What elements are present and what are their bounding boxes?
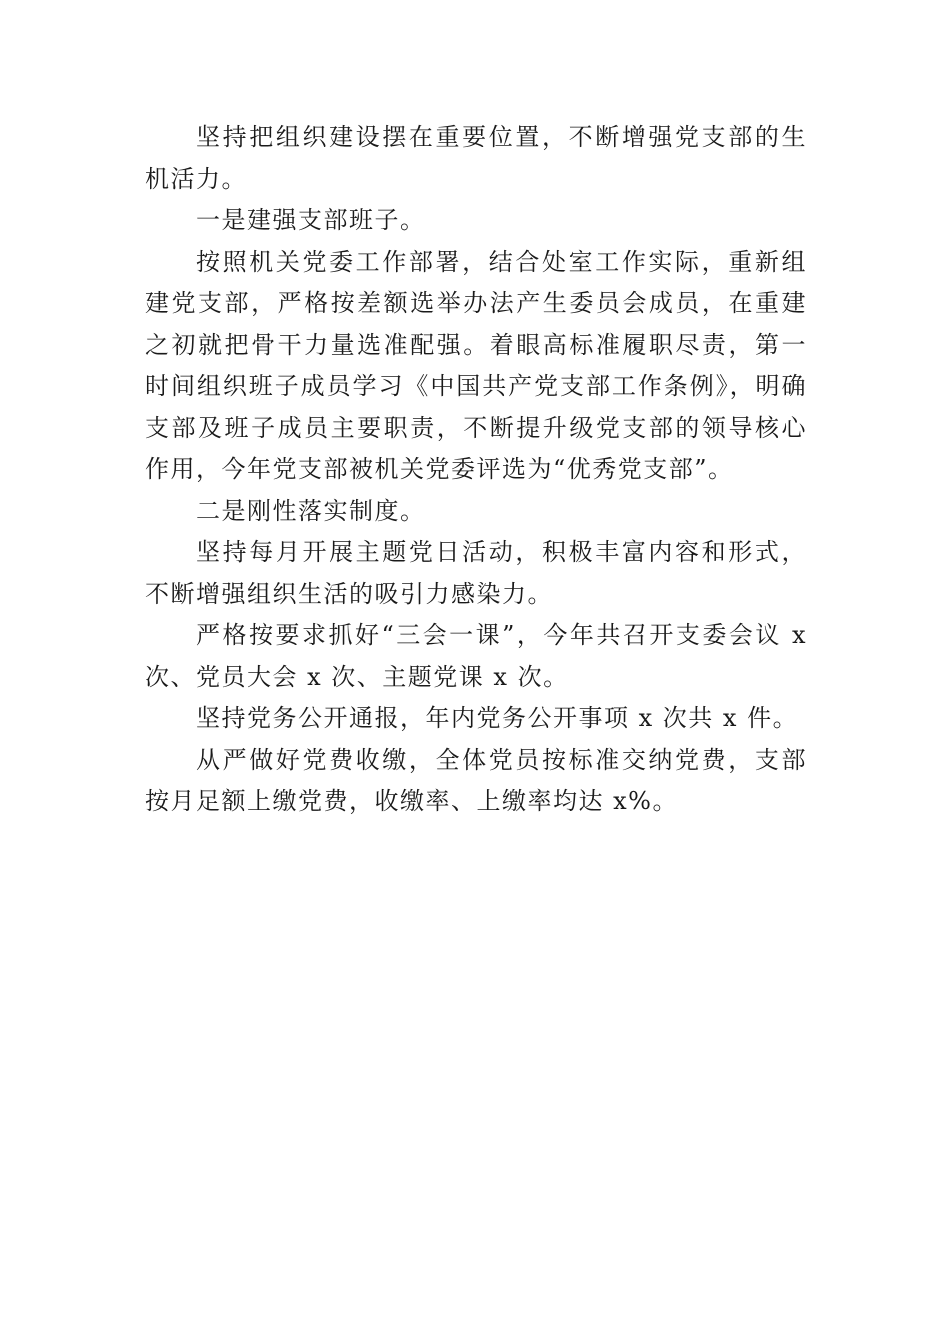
paragraph-party-fees: 从严做好党费收缴，全体党员按标准交纳党费，支部按月足额上缴党费，收缴率、上缴率均达 x%。 [145, 745, 807, 815]
paragraph-org-building: 坚持把组织建设摆在重要位置，不断增强党支部的生机活力。 [145, 123, 807, 193]
document-body [145, 117, 807, 823]
paragraph-branch-committee: 按照机关党委工作部署，结合处室工作实际，重新组建党支部，严格按差额选举办法产生委员会成员，在重建之初就把骨干力量选准配强。着眼高标准履职尽责，第一时间组织班子成员学习《中国共产党支部工作条例》，明确支部及班子成员主要职责，不断提升级党支部的领导核心作用，今年党支部被机关党委评选为“优秀党支部”。 [145, 247, 807, 483]
heading-strengthen-branch: 一是建强支部班子。 [196, 206, 426, 234]
paragraph-party-day: 坚持每月开展主题党日活动，积极丰富内容和形式，不断增强组织生活的吸引力感染力。 [145, 538, 807, 608]
paragraph-affairs-public: 坚持党务公开通报，年内党务公开事项 x 次共 x 件。 [196, 704, 799, 732]
paragraph-three-meetings: 严格按要求抓好“三会一课”，今年共召开支委会议 x 次、党员大会 x 次、主题党课 x 次。 [145, 621, 807, 691]
heading-implement-system: 二是刚性落实制度。 [196, 496, 426, 525]
